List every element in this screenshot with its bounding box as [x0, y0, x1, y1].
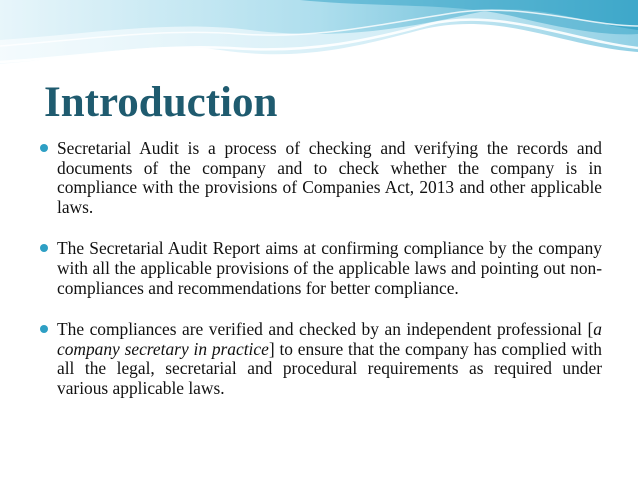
bullet-text-emphasis: a company secretary in practice — [57, 319, 602, 359]
bullet-dot-icon — [40, 325, 48, 333]
bullet-dot-icon — [40, 144, 48, 152]
bullet-text — [57, 319, 602, 398]
list-item — [40, 239, 602, 298]
list-item — [40, 320, 602, 398]
header-wave-decoration — [0, 0, 638, 80]
bullet-text: The Secretarial Audit Report aims at confirming compliance by the company with all the applicable provisions of the applicable laws and pointing out non-compliances and recommendations for better compliance. — [57, 238, 602, 298]
bullet-text-after: ] to ensure that the company has complied with all the legal, secretarial and procedural requirements as required under various applicable laws. — [57, 338, 603, 398]
bullet-text: Secretarial Audit is a process of checking and verifying the records and documents of the company and to check whether the company is in compliance with the provisions of Companies Act, 2013 and other applicable laws. — [57, 138, 602, 217]
bullet-dot-icon — [40, 244, 48, 252]
bullet-list — [40, 139, 602, 421]
bullet-text-before: The compliances are verified and checked by an independent professional [ — [57, 319, 594, 340]
slide-title: Introduction — [44, 79, 278, 126]
list-item — [40, 139, 602, 217]
